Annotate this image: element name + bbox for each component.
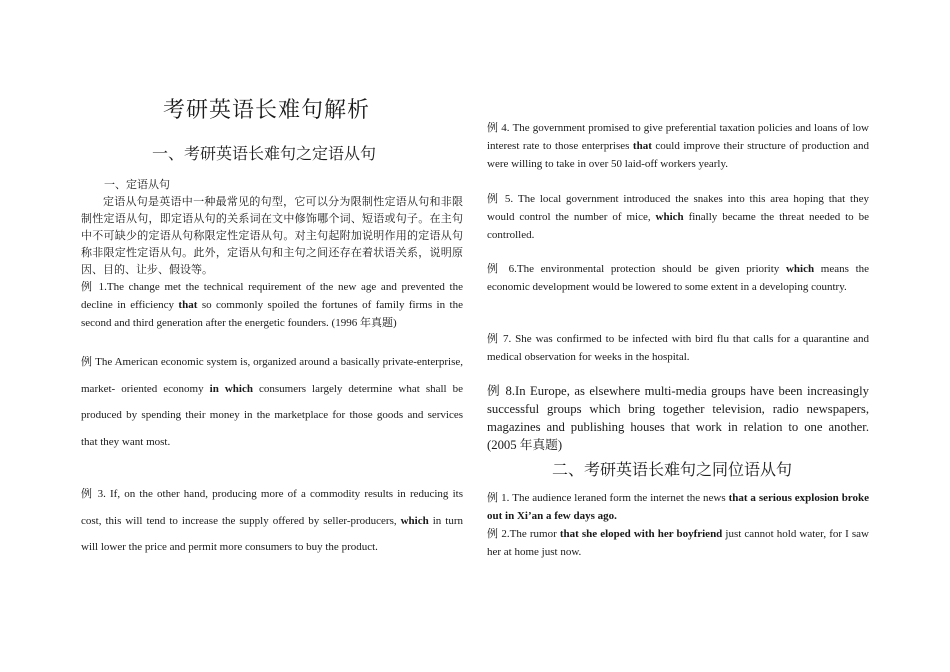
example-3-text-a: 例 3. If, on the other hand, producing more of a commodity results in reducing its cost, this will tend to increase the supply offered by seller-producers, [81, 488, 463, 527]
example-6-keyword: which [785, 263, 815, 275]
appositive-example-1 [487, 489, 869, 525]
example-5-text-a: 例 5. The local government introduced the snakes into this area hoping that they would control the number of mice, [487, 193, 869, 223]
example-3 [81, 481, 463, 561]
appositive-2-text-c: just cannot hold water, for I saw her at home just now. [487, 528, 869, 558]
example-4-text-a: 例 4. The government promised to give preferential taxation policies and loans of low interest rate to those enterprises [487, 122, 869, 152]
example-5 [487, 190, 869, 244]
example-8: 例 8.In Europe, as elsewhere multi-media groups have been increasingly successful groups which bring together television, radio newspapers, magazines and publishing houses that work in relation to one another.(2005 年真题) [487, 384, 869, 452]
appositive-2-keyword: that she eloped with her boyfriend [559, 528, 723, 540]
example-5-text-c: finally became the threat needed to be controlled. [487, 211, 869, 241]
example-3-text-c: in turn will lower the price and permit more consumers to buy the product. [81, 514, 463, 553]
example-1-keyword: that [178, 299, 198, 311]
intro-paragraph: 定语从句是英语中一种最常见的句型，它可以分为限制性定语从句和非限制性定语从句，即定语从句的关系词在文中修饰哪个词、短语或句子。在主句中不可缺少的定语从句称限定性定语从句。对主句起附加说明作用的定语从句称非限定性定语从句。此外，定语从句和主句之间还存在着状语关系，说明原因、目的、让步、假设等。 [81, 195, 463, 276]
example-6-text-a: 例 6.The environmental protection should be given priority [487, 263, 786, 275]
example-5-keyword: which [655, 211, 684, 223]
example-6-text-c: means the economic development would be lowered to some extent in a developing country. [487, 263, 870, 293]
appositive-2-text-a: 例 2.The rumor [487, 528, 560, 540]
appositive-1-text-a: 例 1. The audience leraned form the internet the news [487, 492, 729, 504]
example-3-keyword: which [400, 514, 429, 527]
example-4-text-c: could improve their structure of production and were willing to take in over 50 laid-off workers yearly. [487, 140, 869, 170]
appositive-1-keyword: that a serious explosion broke out in Xi’an a few days ago. [487, 492, 869, 522]
appositive-example-2 [487, 525, 869, 561]
example-1 [81, 278, 463, 332]
section1-title: 一、考研英语长难句之定语从句 [152, 144, 377, 163]
example-1-text-c: so commonly spoiled the fortunes of family firms in the second and third generation after the energetic founders. (1996 年真题) [81, 299, 463, 329]
example-4 [487, 119, 869, 173]
example-1-text-a: 例 1.The change met the technical requirement of the new age and prevented the decline in efficiency [81, 281, 463, 311]
example-2-keyword: in which [209, 382, 253, 395]
example-2-text-c: consumers largely determine what shall be produced by spending their money in the marketplace for those goods and services that they want most. [81, 382, 464, 448]
subheading: 一、定语从句 [104, 178, 170, 191]
example-7: 例 7. She was confirmed to be infected with bird flu that calls for a quarantine and medical observation for weeks in the hospital. [487, 333, 869, 363]
section2-title: 二、考研英语长难句之同位语从句 [552, 460, 793, 479]
main-title: 考研英语长难句解析 [163, 98, 371, 123]
example-2-text-a: 例 The American economic system is, organized around a basically private-enterprise, market- oriented economy [81, 356, 463, 395]
example-6 [487, 260, 869, 296]
example-2 [81, 349, 463, 455]
example-4-keyword: that [632, 140, 652, 152]
